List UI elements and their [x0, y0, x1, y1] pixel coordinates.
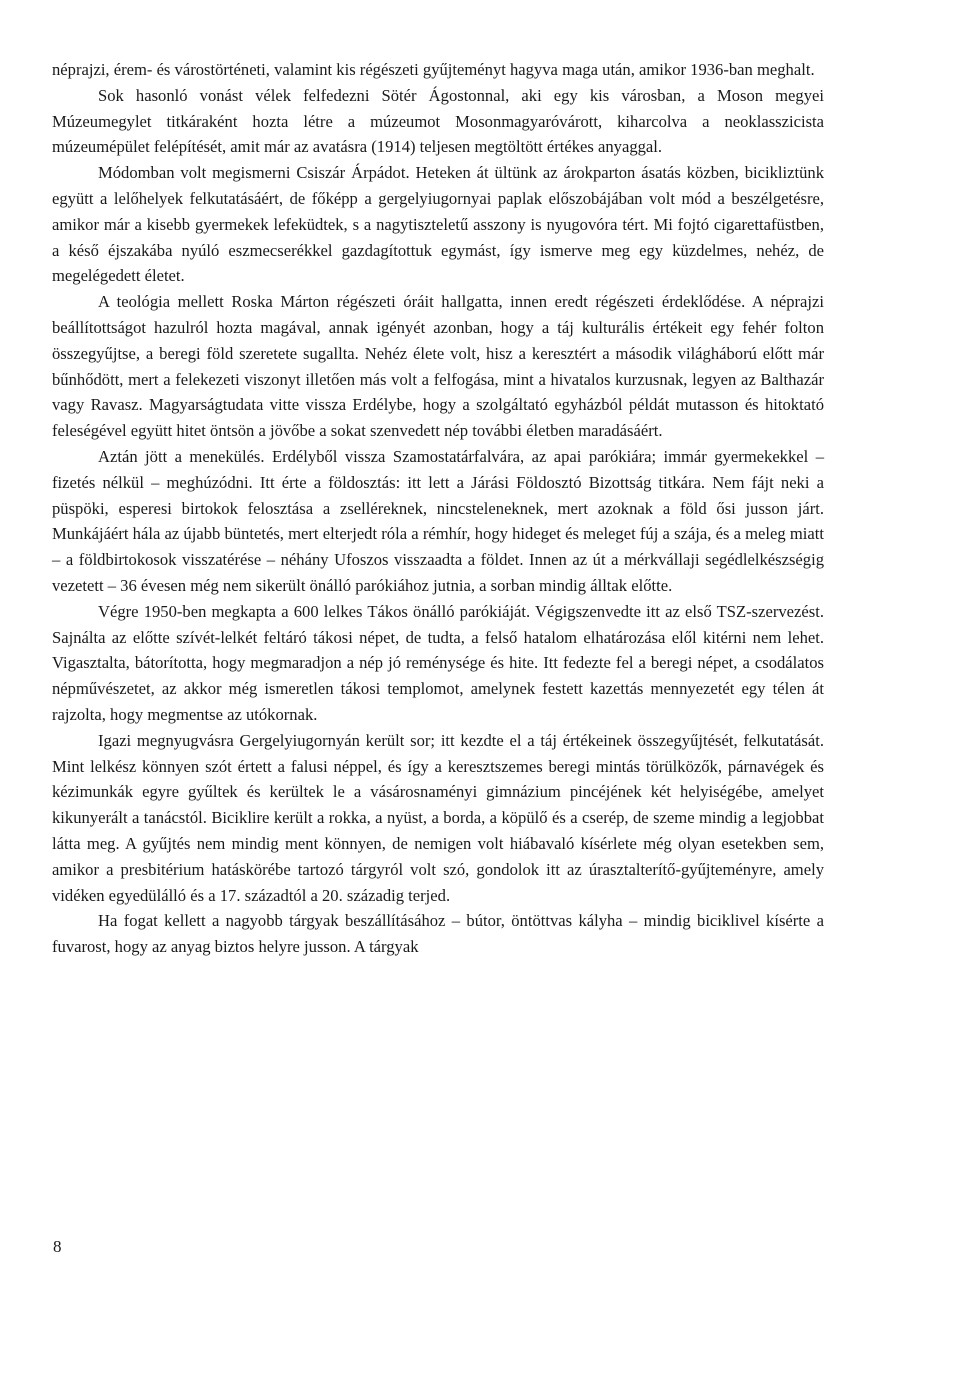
paragraph-7: Igazi megnyugvásra Gergelyiugornyán került sor; itt kezdte el a táj értékeinek összegyűjtését, felkutatását. Mint lelkész könnyen szót értett a falusi néppel, és így a keresztszemes beregi mintás törülközők, párnavégek és kézimunkák egyre gyűltek és kerültek le a vásárosnaményi gimnázium pincéjének két helyiségébe, amelyet kikunyerált a tanácstól. Biciklire került a rokka, a nyüst, a borda, a köpülő és a cserép, de szeme mindig a legjobbat látta meg. A gyűjtés nem mindig ment könnyen, de nemigen volt hiábavaló kísérlete még olyan esetekben sem, amikor a presbitérium hatáskörébe tartozó tárgyról volt szó, gondolok itt az úrasztalterítő-gyűjteményre, amely vidéken egyedülálló és a 17. századtól a 20. századig terjed.: [52, 730, 824, 905]
paragraph-6: Végre 1950-ben megkapta a 600 lelkes Tákos önálló parókiáját. Végigszenvedte itt az első TSZ-szervezést. Sajnálta az előtte szívét-lelkét feltáró tákosi népet, de tudta, a felső hatalom elhatározása elől kitérni nem lehet. Vigasztalta, bátorította, hogy megmaradjon a nép jó reménysége és hite. Itt fedezte fel a beregi népet, a csodálatos népművészetet, az akkor még ismeretlen tákosi templomot, amelynek festett kazettás mennyezetét egy télen át rajzolta, hogy megmentse az utókornak.: [52, 601, 824, 724]
body-text: [52, 57, 824, 960]
paragraph-3: Módomban volt megismerni Csiszár Árpádot. Heteken át ültünk az árokparton ásatás közben, bicikliztünk együtt a lelőhelyek felkutatásáért, de főképp a gergelyiugornyai paplak előszobájában volt mód a beszélgetésre, amikor már a kisebb gyermekek lefeküdtek, s a nagytiszteletű asszony is nyugovóra tért. Mi fojtó cigarettafüstben, a késő éjszakába nyúló eszmecserékkel gazdagítottuk egymást, így ismerve meg egy küzdelmes, nehéz, de megelégedett életet.: [52, 163, 824, 286]
paragraph-4: A teológia mellett Roska Márton régészeti óráit hallgatta, innen eredt régészeti érdeklődése. A néprajzi beállítottságot hazulról hozta magával, annak igényét azonban, hogy a táj kulturális értékeit egy fehér folton összegyűjtse, a beregi föld szeretete sugallta. Nehéz élete volt, hisz a keresztért a második világháború előtt már bűnhődött, mert a felekezeti viszonyt illetően más volt a felfogása, mint a hivatalos kurzusnak, legyen az Balthazár vagy Ravasz. Magyarságtudata vitte vissza Erdélybe, hogy a szolgáltató egyházból példát mutasson és hitoktató feleségével együtt hitet öntsön a jövőbe a sokat szenvedett nép további életben maradásáért.: [52, 292, 824, 441]
paragraph-1: néprajzi, érem- és várostörténeti, valamint kis régészeti gyűjteményt hagyva maga után, amikor 1936-ban meghalt.: [52, 60, 815, 79]
paragraph-8: Ha fogat kellett a nagyobb tárgyak beszállításához – bútor, öntöttvas kályha – mindig biciklivel kísérte a fuvarost, hogy az anyag biztos helyre jusson. A tárgyak: [52, 911, 824, 957]
page-number: 8: [53, 1237, 62, 1256]
paragraph-5: Aztán jött a menekülés. Erdélyből vissza Szamostatárfalvára, az apai parókiára; immár gyermekekkel – fizetés nélkül – meghúzódni. Itt érte a földosztás: itt lett a Járási Földosztó Bizottság titkára. Nem fájt neki a püspöki, esperesi birtokok felosztása a zselléreknek, nincsteleneknek, mert azoknak a föld ősi jusson járt. Munkájáért hála az újabb büntetés, mert elterjedt róla a rémhír, hogy hideget és meleget fúj a szája, és a meleg miatt – a földbirtokosok visszatérése – néhány Ufoszos visszaadta a földet. Innen az út a mérkvállaji segédlelkészségig vezetett – 36 évesen még nem sikerült önálló parókiához jutnia, a sorban mindig álltak előtte.: [52, 446, 824, 595]
paragraph-2: Sok hasonló vonást vélek felfedezni Sötér Ágostonnal, aki egy kis városban, a Moson megyei Múzeumegylet titkáraként hozta létre a múzeumot Mosonmagyaróvárott, kiharcolva a neoklasszicista múzeumépület felépítését, amit már az avatásra (1914) teljesen megtöltött értékes anyaggal.: [52, 85, 824, 157]
